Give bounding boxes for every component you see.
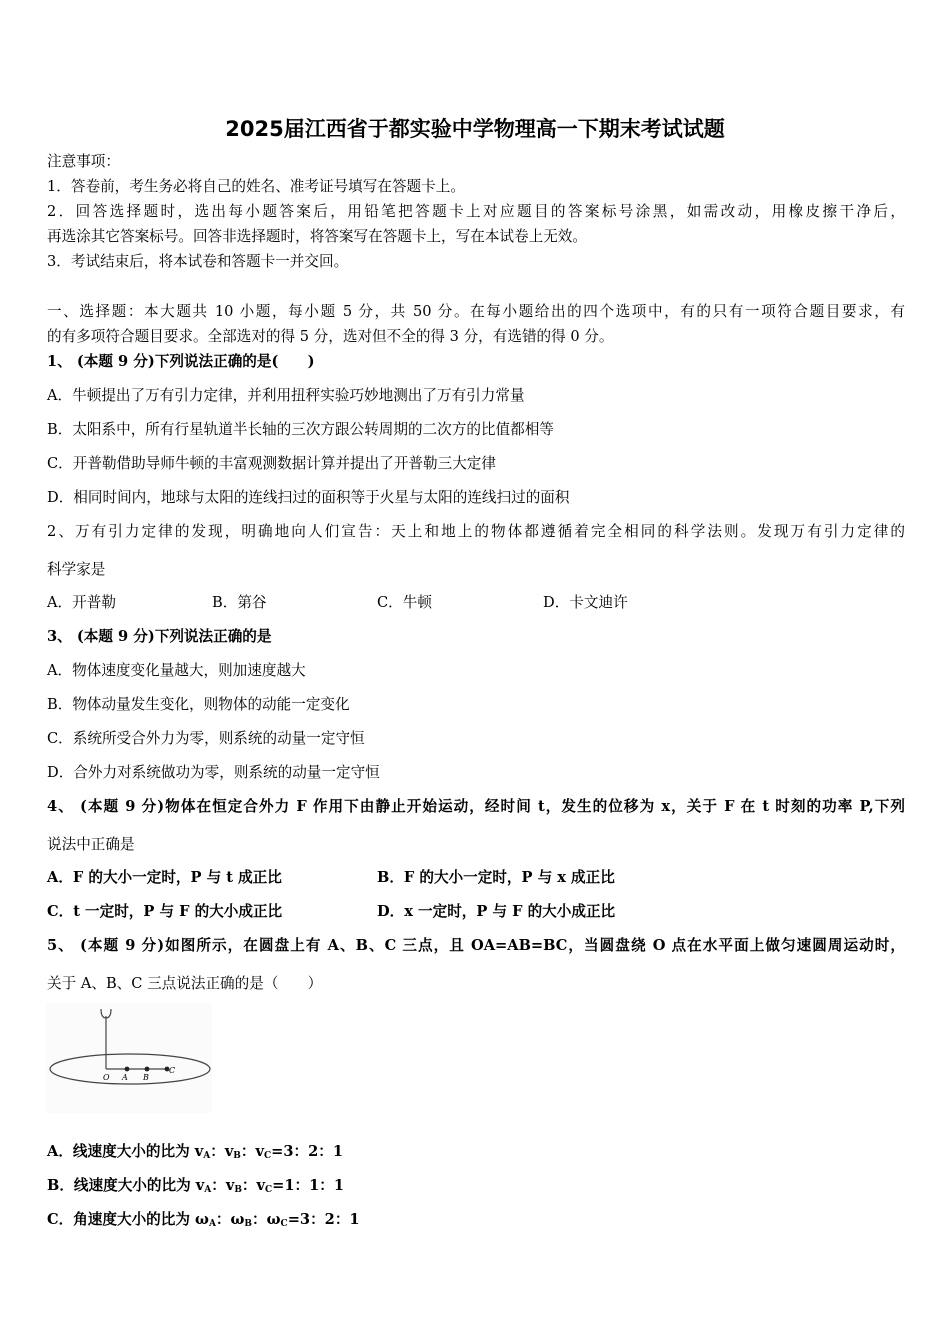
q5-b-mid1: ：v bbox=[211, 1177, 235, 1194]
q1-option-a: A．牛顿提出了万有引力定律，并利用扭秤实验巧妙地测出了万有引力常量 bbox=[47, 387, 525, 404]
q5-c-text: C．角速度大小的比为 ω bbox=[47, 1211, 209, 1228]
q2-option-c: C．牛顿 bbox=[377, 594, 432, 611]
q5-option-a bbox=[47, 1143, 343, 1165]
q5-a-sub-c: C bbox=[263, 1151, 272, 1161]
q5-b-sub-c: C bbox=[265, 1185, 273, 1195]
notice-item-3: 3．考试结束后，将本试卷和答题卡一并交回。 bbox=[47, 253, 349, 270]
q2-stem-line1: 2、万有引力定律的发现，明确地向人们宣告：天上和地上的物体都遵循着完全相同的科学法则。发现万有引力定律的 bbox=[47, 523, 905, 540]
q5-a-mid2: ：v bbox=[240, 1143, 264, 1160]
q1-option-c: C．开普勒借助导师牛顿的丰富观测数据计算并提出了开普勒三大定律 bbox=[47, 455, 496, 472]
q5-a-mid1: ：v bbox=[210, 1143, 234, 1160]
q5-a-text: A．线速度大小的比为 v bbox=[47, 1143, 204, 1160]
label-c: C bbox=[169, 1066, 176, 1075]
q5-option-b bbox=[47, 1177, 344, 1199]
q5-b-ratio: =1：1：1 bbox=[272, 1177, 345, 1194]
q5-b-text: B．线速度大小的比为 v bbox=[47, 1177, 205, 1194]
section-instructions-line2: 的有多项符合题目要求。全部选对的得 5 分，选对但不全的得 3 分，有选错的得 0 分。 bbox=[47, 328, 614, 345]
q5-c-sub-c: C bbox=[280, 1219, 288, 1229]
q5-a-ratio: =3：2：1 bbox=[271, 1143, 344, 1160]
q3-stem: 3、 (本题 9 分)下列说法正确的是 bbox=[47, 628, 272, 645]
q3-option-b: B．物体动量发生变化，则物体的动能一定变化 bbox=[47, 696, 350, 713]
notice-item-2: 2．回答选择题时，选出每小题答案后，用铅笔把答题卡上对应题目的答案标号涂黑，如需改动，用橡皮擦干净后， bbox=[47, 203, 905, 220]
q5-c-mid1: ：ω bbox=[215, 1211, 245, 1228]
notice-heading: 注意事项： bbox=[47, 153, 120, 170]
q5-c-sub-a: A bbox=[208, 1219, 216, 1229]
q2-option-d: D．卡文迪许 bbox=[543, 594, 628, 611]
q5-c-ratio: =3：2：1 bbox=[287, 1211, 360, 1228]
q4-option-b: B．F 的大小一定时，P 与 x 成正比 bbox=[377, 869, 615, 886]
rotating-disk-figure bbox=[46, 1003, 212, 1113]
q1-option-d: D．相同时间内，地球与太阳的连线扫过的面积等于火星与太阳的连线扫过的面积 bbox=[47, 489, 570, 506]
q4-option-d: D．x 一定时，P 与 F 的大小成正比 bbox=[377, 903, 616, 920]
q5-b-mid2: ：v bbox=[241, 1177, 265, 1194]
q5-a-sub-a: A bbox=[203, 1151, 211, 1161]
q5-a-sub-b: B bbox=[233, 1151, 241, 1161]
q2-stem-line2: 科学家是 bbox=[47, 561, 106, 578]
q5-stem-line2: 关于 A、B、C 三点说法正确的是（ ） bbox=[47, 975, 323, 992]
q1-option-b: B．太阳系中，所有行星轨道半长轴的三次方跟公转周期的二次方的比值都相等 bbox=[47, 421, 554, 438]
q4-stem-line1: 4、 (本题 9 分)物体在恒定合外力 F 作用下由静止开始运动，经时间 t，发生的位移为 x，关于 F 在 t 时刻的功率 P,下列 bbox=[47, 798, 905, 815]
label-b: B bbox=[143, 1073, 149, 1082]
q5-c-sub-b: B bbox=[244, 1219, 253, 1229]
page-title: 2025届江西省于都实验中学物理高一下期末考试试题 bbox=[225, 117, 725, 141]
label-o: O bbox=[103, 1073, 110, 1082]
q4-option-c: C．t 一定时，P 与 F 的大小成正比 bbox=[47, 903, 283, 920]
section-instructions-line1: 一、选择题：本大题共 10 小题，每小题 5 分，共 50 分。在每小题给出的四个选项中，有的只有一项符合题目要求，有 bbox=[47, 303, 905, 320]
q5-b-sub-a: A bbox=[204, 1185, 212, 1195]
q5-stem-line1: 5、 (本题 9 分)如图所示，在圆盘上有 A、B、C 三点，且 OA=AB=BC，当圆盘绕 O 点在水平面上做匀速圆周运动时， bbox=[47, 937, 905, 954]
notice-item-1: 1．答卷前，考生务必将自己的姓名、准考证号填写在答题卡上。 bbox=[47, 178, 465, 195]
q1-stem: 1、 (本题 9 分)下列说法正确的是( ) bbox=[47, 353, 315, 370]
label-a: A bbox=[122, 1073, 128, 1082]
q3-option-c: C．系统所受合外力为零，则系统的动量一定守恒 bbox=[47, 730, 365, 747]
q5-b-sub-b: B bbox=[234, 1185, 242, 1195]
q4-stem-line2: 说法中正确是 bbox=[47, 836, 135, 853]
point-b-dot bbox=[145, 1067, 150, 1072]
q2-option-b: B．第谷 bbox=[212, 594, 267, 611]
q4-option-a: A．F 的大小一定时，P 与 t 成正比 bbox=[47, 869, 282, 886]
point-a-dot bbox=[125, 1067, 130, 1072]
q5-c-mid2: ：ω bbox=[252, 1211, 281, 1228]
q5-option-c bbox=[47, 1211, 360, 1233]
q3-option-d: D．合外力对系统做功为零，则系统的动量一定守恒 bbox=[47, 764, 380, 781]
q2-option-a: A．开普勒 bbox=[47, 594, 116, 611]
notice-item-2-cont: 再选涂其它答案标号。回答非选择题时，将答案写在答题卡上，写在本试卷上无效。 bbox=[47, 228, 587, 245]
q3-option-a: A．物体速度变化量越大，则加速度越大 bbox=[47, 662, 306, 679]
